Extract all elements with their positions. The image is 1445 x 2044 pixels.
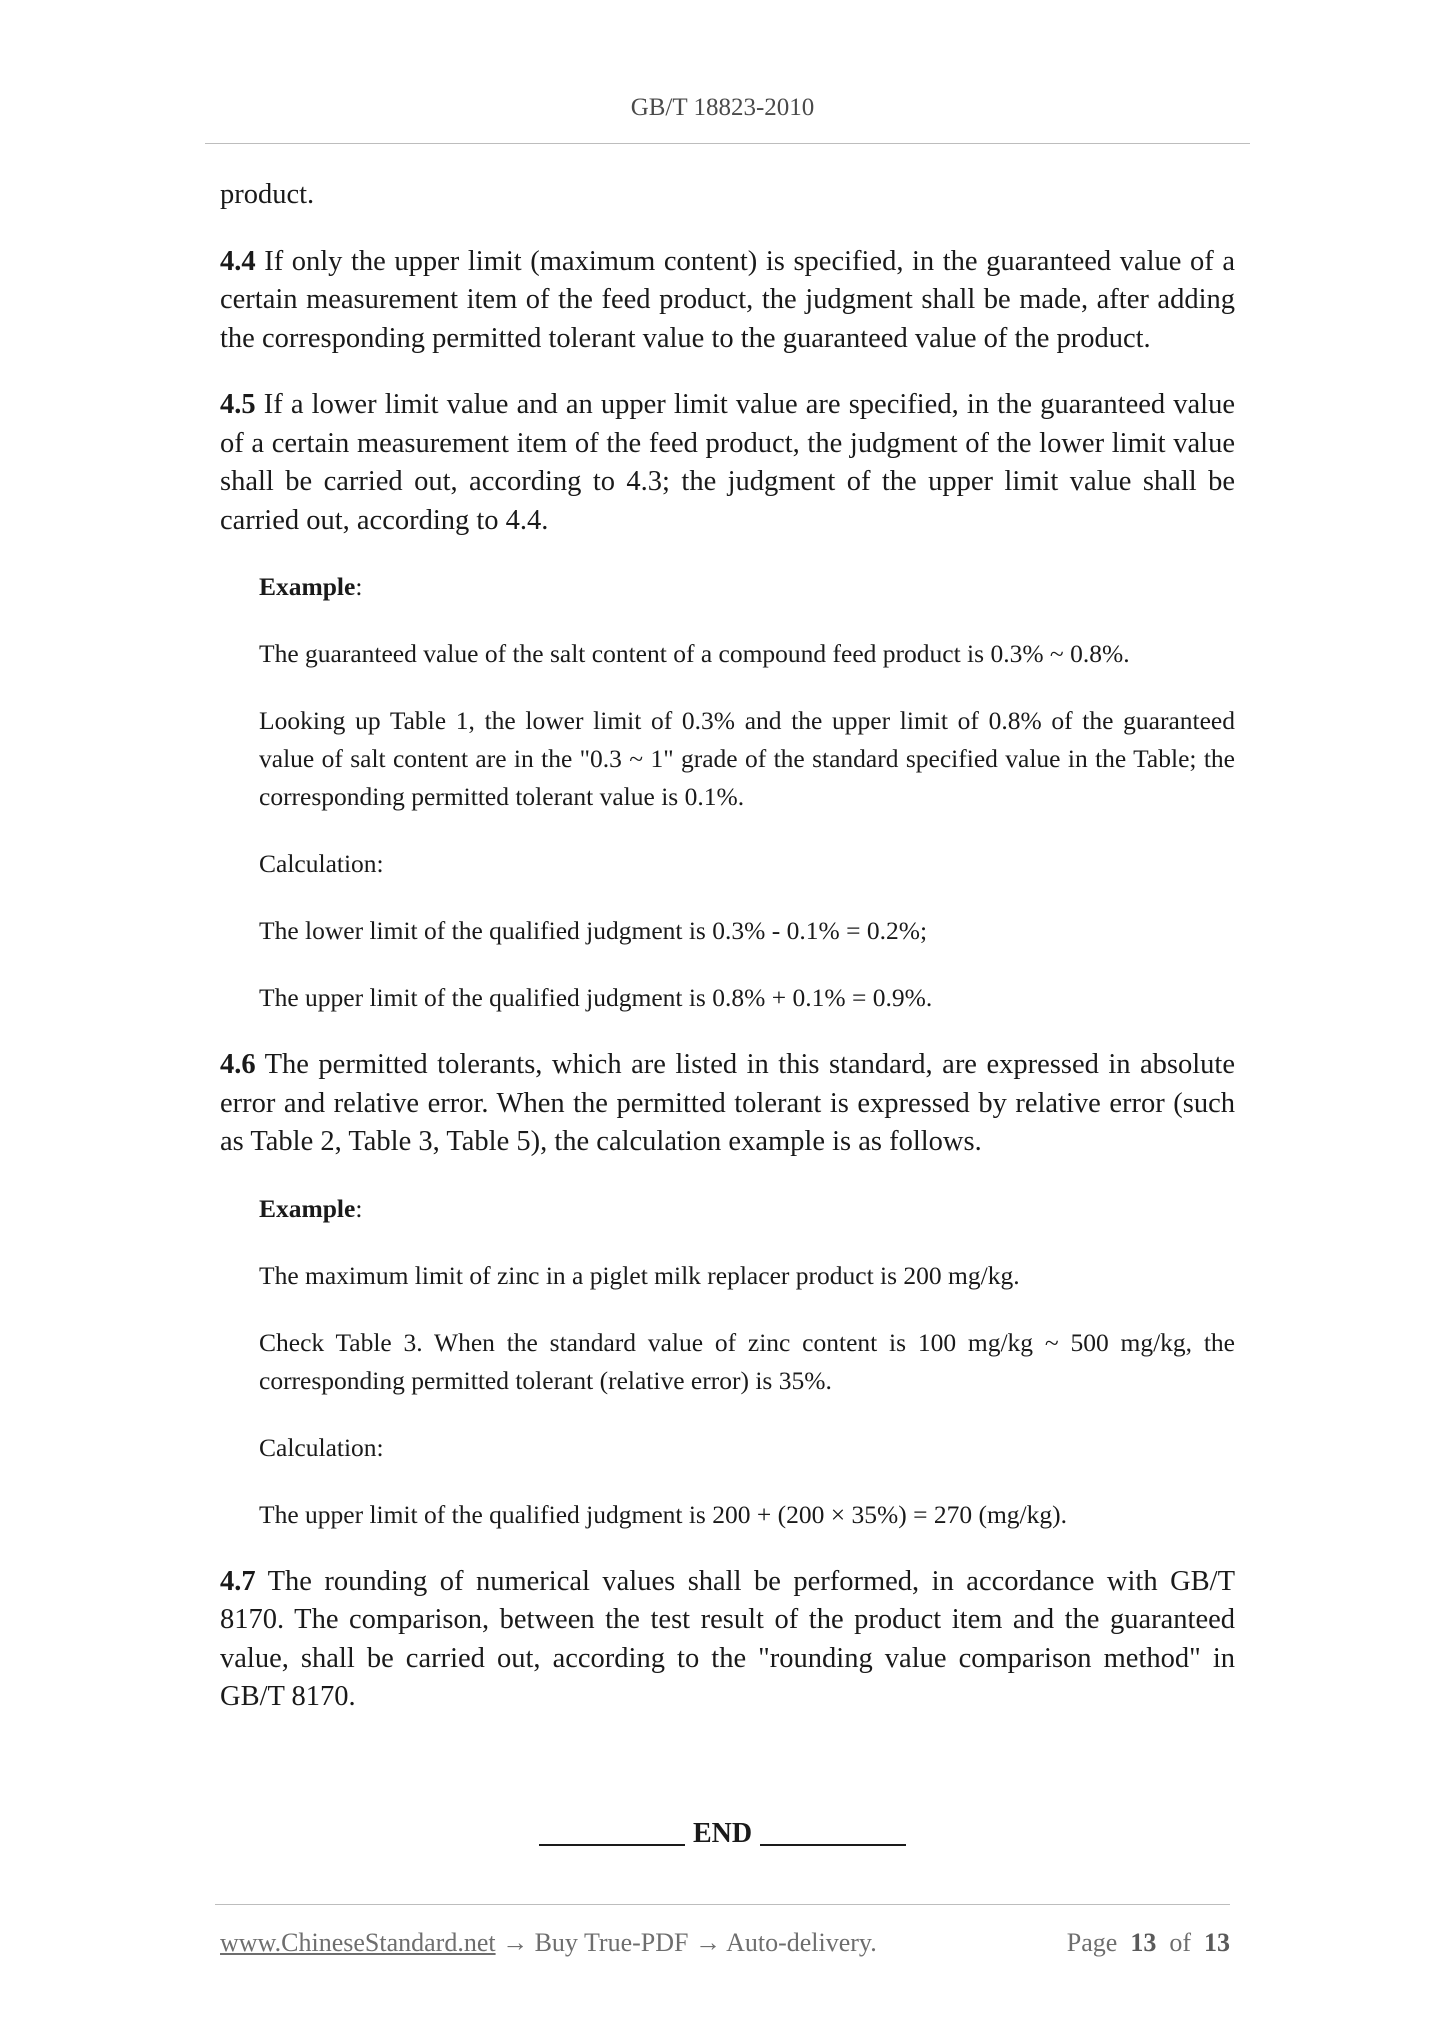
header-divider [205, 143, 1250, 144]
example-block-2 [259, 1190, 1235, 1534]
site-link[interactable]: www.ChineseStandard.net [220, 1928, 496, 1957]
example-block-1 [259, 568, 1235, 1017]
clause-number: 4.5 [220, 389, 256, 420]
example-line: The upper limit of the qualified judgment is 0.8% + 0.1% = 0.9%. [259, 983, 933, 1012]
continuation-text: product. [220, 179, 315, 210]
arrow-right-icon: → [502, 1928, 529, 1957]
page-body [220, 176, 1235, 1745]
example-heading: Example: [259, 572, 363, 601]
clause-text: If only the upper limit (maximum content) is specified, in the guaranteed value of a certain measurement item of the feed product, the judgment shall be made, after adding the corresponding permitted tolerant value to the guaranteed value of the product. [220, 245, 1235, 354]
delivery-text: Auto-delivery. [726, 1928, 877, 1957]
example-line: Looking up Table 1, the lower limit of 0.3% and the upper limit of 0.8% of the guaranteed value of salt content are in the "0.3 ~ 1" grade of the standard specified value in the Table; the corresponding permitted tolerant value is 0.1%. [259, 706, 1235, 811]
clause-text: The permitted tolerants, which are listed in this standard, are expressed in absolute error and relative error. When the permitted tolerant is expressed by relative error (such as Table 2, Table 3, Table 5), the calculation example is as follows. [220, 1049, 1235, 1157]
footer-left [220, 1928, 877, 1958]
current-page: 13 [1130, 1928, 1157, 1957]
example-line: The maximum limit of zinc in a piglet milk replacer product is 200 mg/kg. [259, 1260, 1020, 1290]
clause-number: 4.6 [220, 1049, 256, 1080]
example-line: Check Table 3. When the standard value of zinc content is 100 mg/kg ~ 500 mg/kg, the corresponding permitted tolerant (relative error) is 35%. [259, 1327, 1235, 1395]
clause-4-6 [220, 1046, 1235, 1162]
clause-number: 4.4 [220, 245, 256, 277]
total-pages: 13 [1204, 1928, 1230, 1957]
running-header: GB/T 18823-2010 [630, 94, 815, 121]
example-line: The upper limit of the qualified judgment is 200 + (200 × 35%) = 270 (mg/kg). [259, 1499, 1068, 1529]
end-marker [0, 1818, 1445, 1850]
end-label: END [692, 1818, 753, 1849]
end-rule-right [760, 1844, 906, 1846]
footer-divider [215, 1904, 1230, 1905]
example-line: The lower limit of the qualified judgment is 0.3% - 0.1% = 0.2%; [259, 916, 928, 945]
example-heading: Example: [259, 1193, 363, 1223]
arrow-right-icon: → [695, 1928, 721, 1957]
clause-text: The rounding of numerical values shall be performed, in accordance with GB/T 8170. The comparison, between the test result of the product item and the guaranteed value, shall be carried out, according to the "rounding value comparison method" in GB/T 8170. [220, 1565, 1235, 1712]
example-line: The guaranteed value of the salt content of a compound feed product is 0.3% ~ 0.8%. [259, 639, 1130, 668]
example-line: Calculation: [259, 849, 384, 878]
example-line: Calculation: [259, 1432, 384, 1462]
clause-4-5 [220, 386, 1235, 540]
buy-text: Buy True-PDF [534, 1928, 689, 1957]
page-number: Page 13 of 13 [1066, 1928, 1230, 1957]
clause-4-4 [220, 243, 1235, 359]
clause-4-7 [220, 1563, 1235, 1717]
end-rule-left [539, 1844, 685, 1846]
clause-text: If a lower limit value and an upper limit value are specified, in the guaranteed value of a certain measurement item of the feed product, the judgment of the lower limit value shall be carried out, according to 4.3; the judgment of the upper limit value shall be carried out, according to 4.4. [220, 389, 1235, 536]
clause-number: 4.7 [220, 1565, 256, 1597]
